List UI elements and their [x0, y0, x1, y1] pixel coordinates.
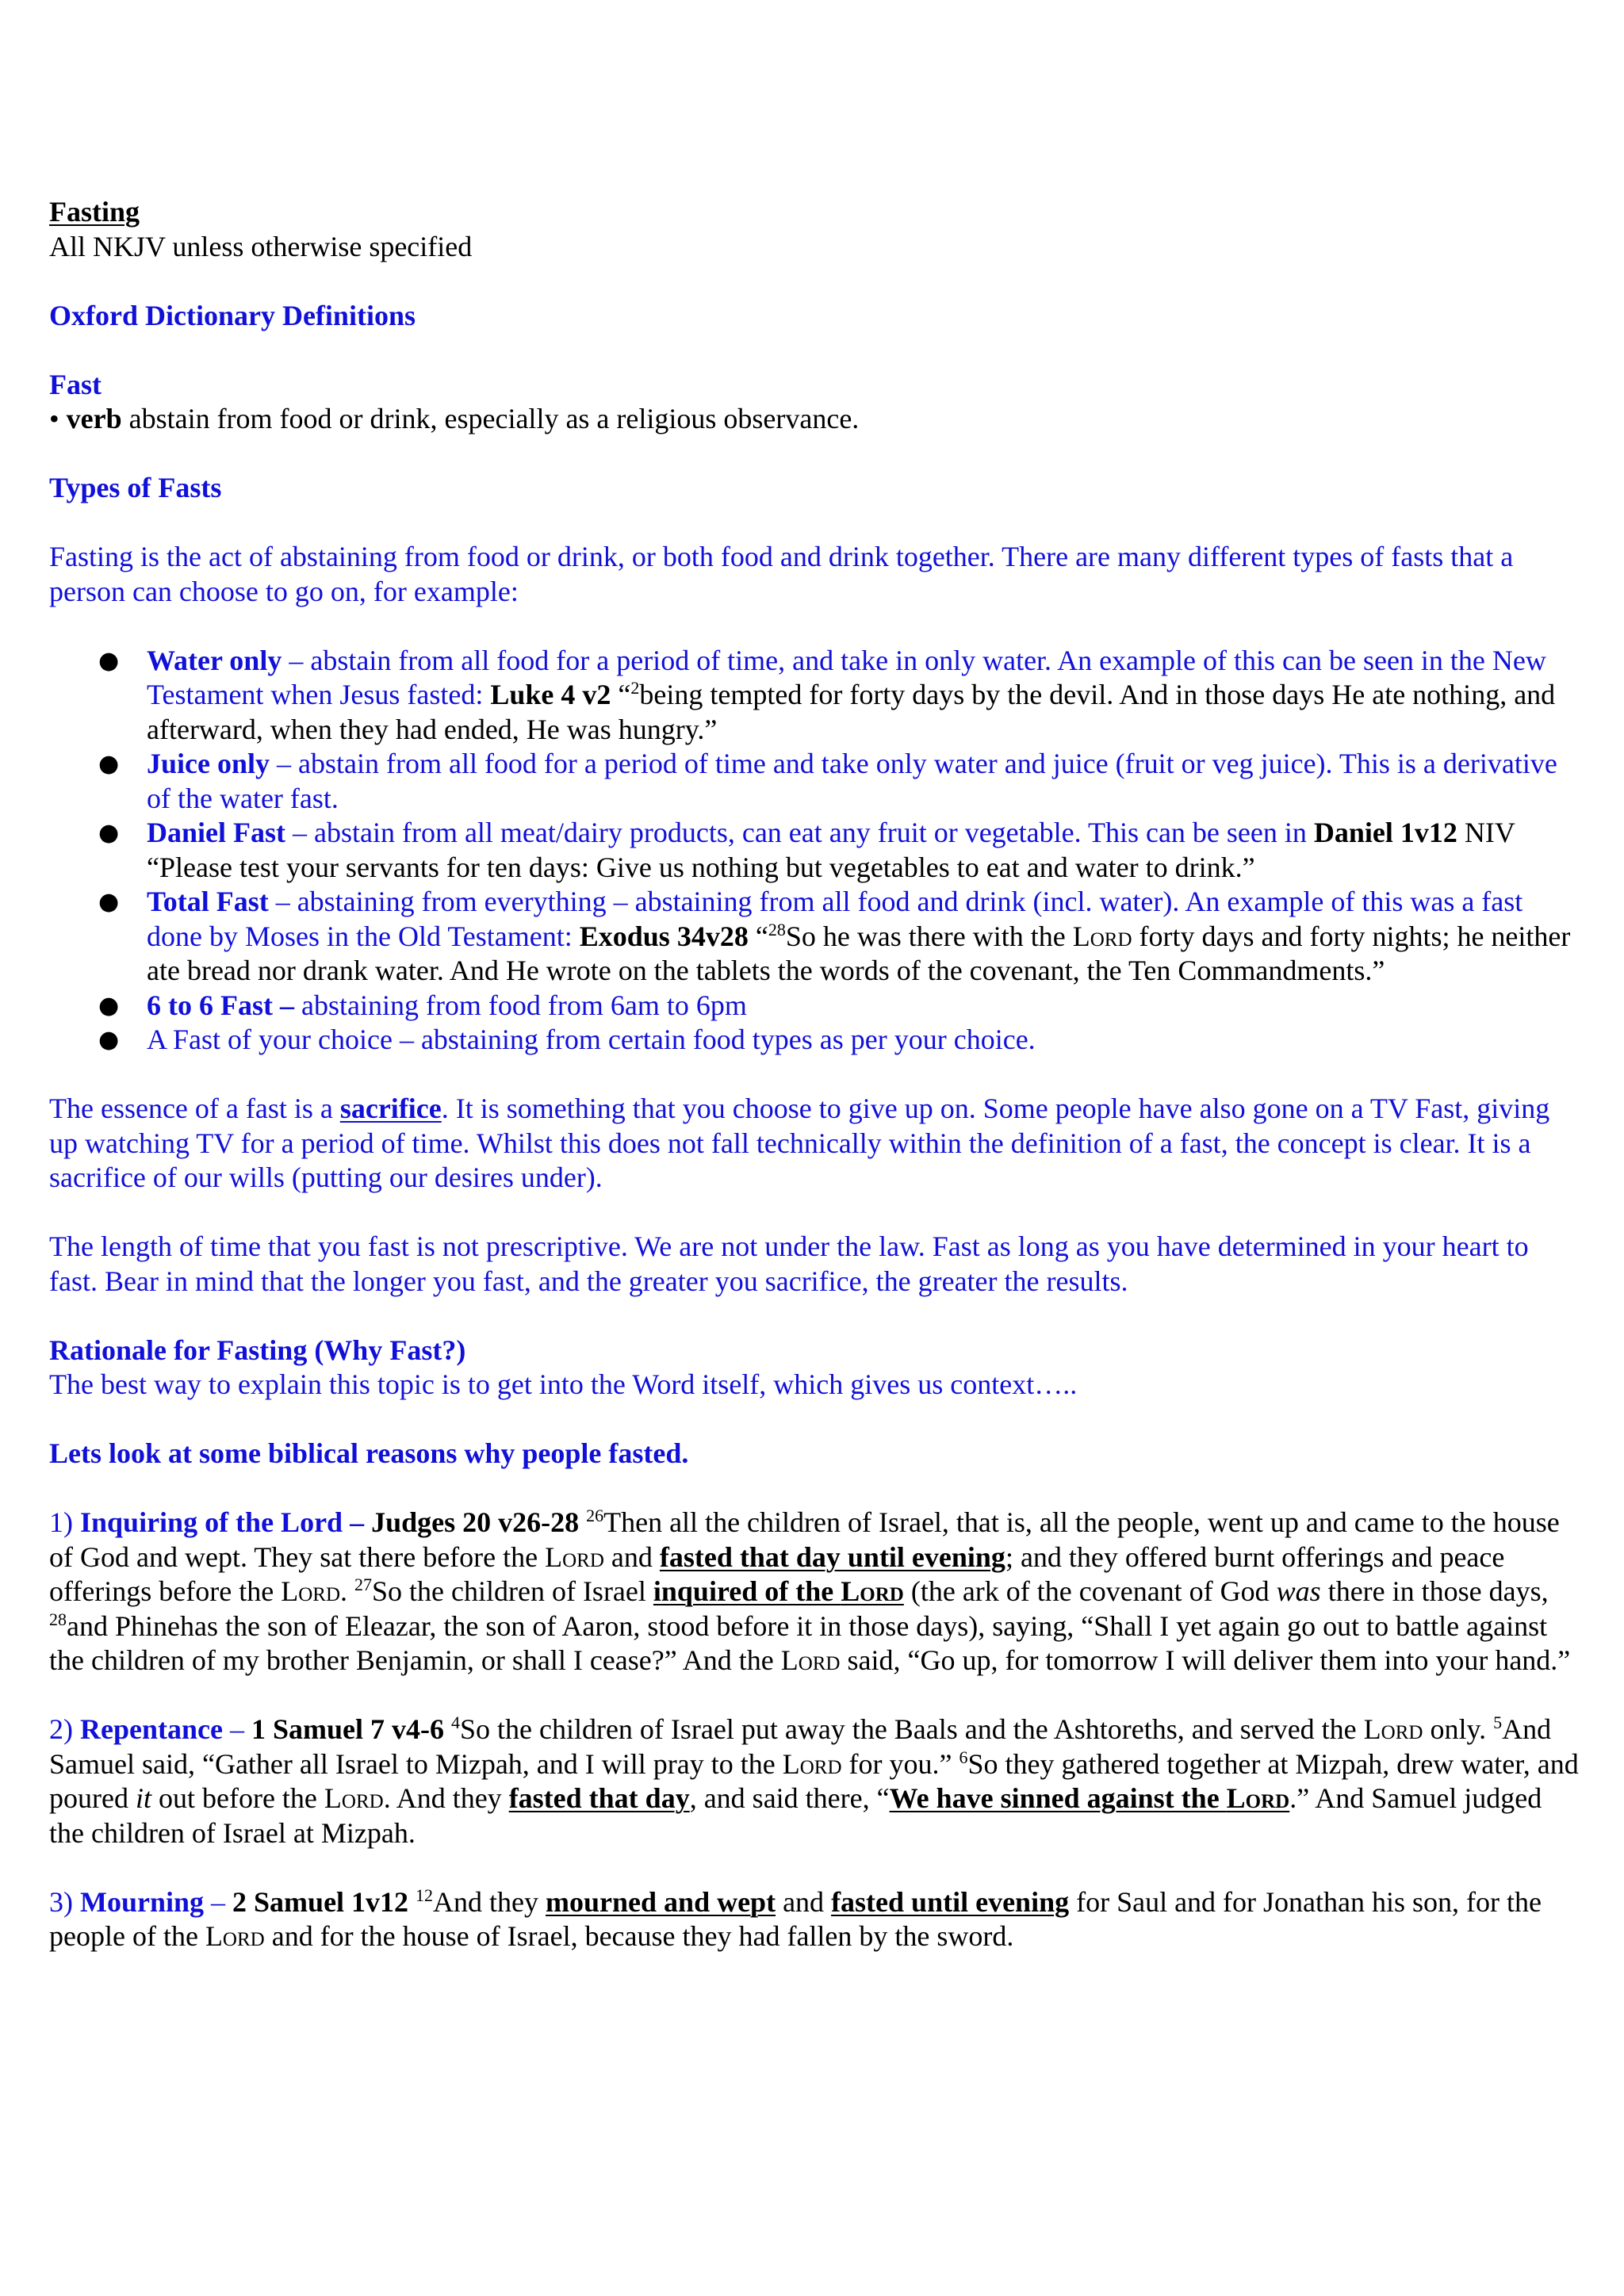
scripture-ref: 2 Samuel 1v12	[232, 1885, 409, 1918]
reason-mourning	[49, 1885, 1580, 1954]
scripture-text: .” And Samuel judged the children of Israel at Mizpah.	[49, 1782, 1542, 1849]
lord-smallcaps: Lord	[780, 1644, 841, 1676]
fast-type-desc: – abstain from all food for a period of time and take only water and juice (fruit or veg juice). This is a derivative of the water fast.	[147, 748, 1557, 814]
scripture-text: .	[340, 1575, 354, 1607]
verse-number: 5	[1493, 1712, 1503, 1732]
reason-title: Inquiring of the Lord –	[80, 1506, 365, 1538]
essence-paragraph	[49, 1092, 1580, 1196]
length-paragraph: The length of time that you fast is not prescriptive. We are not under the law. Fast as long as you have determined in your heart to fast. Bear in mind that the longer you fast, and the greater you sacrifice, the greater the results.	[49, 1230, 1529, 1297]
reasons-heading: Lets look at some biblical reasons why people fasted.	[49, 1437, 689, 1469]
list-item-juice-only	[49, 747, 1580, 816]
lord-smallcaps: Lord	[545, 1540, 604, 1573]
essence-text: . It is something that you choose to give up on. Some people have also gone on a TV Fast, giving up watching TV for a period of time. Whilst this does not fall technically within the definition of a fast, the concept is clear. It is a sacrifice of our wills (putting our desires under).	[49, 1093, 1550, 1193]
rationale-heading: Rationale for Fasting (Why Fast?)	[49, 1334, 466, 1366]
types-heading: Types of Fasts	[49, 472, 222, 503]
lord-smallcaps: Lord	[324, 1782, 384, 1814]
scripture-text: out before the	[151, 1782, 324, 1814]
scripture-text: and for the house of Israel, because they had fallen by the sword.	[264, 1920, 1014, 1952]
lord-smallcaps: Lord	[1363, 1713, 1423, 1745]
verse-number: 12	[416, 1885, 434, 1905]
bullet-icon: ●	[98, 888, 120, 916]
sacrifice-emphasis: sacrifice	[339, 1093, 442, 1124]
fast-type-name: Total Fast	[147, 886, 269, 917]
scripture-quote: being tempted for forty days by the devil. And in those days He ate nothing, and afterward, when they had ended, He was hungry.”	[147, 679, 1556, 745]
emphasis-fasted: fasted until evening	[831, 1885, 1070, 1918]
bullet-icon: ●	[98, 646, 120, 675]
scripture-text: and	[603, 1540, 660, 1573]
reason-title: Mourning	[80, 1885, 205, 1918]
definition-text: abstain from food or drink, especially as a religious observance.	[121, 403, 860, 434]
scripture-ref: Judges 20 v26-28	[364, 1506, 587, 1538]
scripture-quote: So he was there with the	[785, 920, 1073, 952]
list-item-water-only	[49, 644, 1580, 748]
scripture-text: only.	[1423, 1713, 1494, 1745]
emphasis-fasted: fasted that day	[508, 1782, 690, 1814]
bullet-icon: ●	[98, 819, 120, 847]
scripture-text: said, “Go up, for tomorrow I will deliver them into your hand.”	[840, 1644, 1571, 1676]
scripture-quote: NIV “Please test your servants for ten days: Give us nothing but vegetables to eat and water to drink.”	[147, 817, 1515, 883]
list-item-fast-of-choice	[49, 1023, 1580, 1058]
scripture-text: there in those days,	[1320, 1575, 1549, 1607]
essence-text: The essence of a fast is a	[49, 1093, 340, 1124]
reason-number: 1)	[49, 1506, 80, 1538]
fast-type-desc: – abstain from all meat/dairy products, can eat any fruit or vegetable. This can be seen in	[285, 817, 1314, 848]
scripture-ref: Luke 4 v2	[490, 679, 611, 710]
reason-dash: –	[204, 1885, 233, 1918]
scripture-text: (the ark of the covenant of God	[903, 1575, 1277, 1607]
reason-inquiring	[49, 1506, 1580, 1678]
verse-number: 2	[630, 678, 640, 698]
fast-type-name: 6 to 6 Fast –	[147, 989, 294, 1021]
verse-number: 26	[586, 1506, 604, 1525]
list-item-daniel-fast	[49, 816, 1580, 885]
fast-definition	[49, 402, 1580, 437]
space	[408, 1886, 416, 1918]
lord-smallcaps: Lord	[1226, 1782, 1290, 1814]
reason-title: Repentance	[80, 1713, 223, 1745]
scripture-text: , and said there, “	[689, 1782, 890, 1814]
list-item-total-fast	[49, 885, 1580, 989]
quote-open: “	[748, 920, 768, 952]
fast-type-name: Juice only	[147, 748, 270, 779]
subtitle: All NKJV unless otherwise specified	[49, 230, 473, 262]
fast-types-list	[49, 644, 1580, 1058]
scripture-ref: Exodus 34v28	[579, 920, 749, 952]
lord-smallcaps: Lord	[1072, 920, 1132, 952]
reason-number: 2)	[49, 1713, 80, 1745]
definition-bullet: •	[49, 403, 59, 434]
lord-smallcaps: Lord	[205, 1920, 265, 1952]
scripture-text: and	[776, 1885, 832, 1918]
scripture-text: for you.”	[841, 1747, 959, 1780]
reason-number: 3)	[49, 1885, 80, 1918]
scripture-ref: Daniel 1v12	[1313, 817, 1457, 848]
scripture-text: And Samuel said, “Gather all Israel to Mizpah, and I will pray to the	[49, 1713, 1552, 1780]
scripture-quote: forty days and forty nights; he neither ate bread nor drank water. And He wrote on the tablets the words of the covenant, the Ten Commandments.”	[147, 920, 1571, 986]
types-intro: Fasting is the act of abstaining from food or drink, or both food and drink together. There are many different types of fasts that a person can choose to go on, for example:	[49, 541, 1514, 607]
lord-smallcaps: Lord	[841, 1575, 904, 1607]
fast-heading: Fast	[49, 368, 102, 400]
reason-repentance	[49, 1712, 1580, 1850]
italic-word: it	[135, 1782, 151, 1814]
scripture-text: . And they	[383, 1782, 509, 1814]
scripture-text: So the children of Israel put away the Baals and the Ashtoreths, and served the	[459, 1713, 1364, 1745]
lord-smallcaps: Lord	[281, 1575, 340, 1607]
verse-number: 4	[450, 1712, 460, 1732]
list-item-6-to-6-fast	[49, 989, 1580, 1024]
page-title	[49, 195, 1580, 230]
bullet-icon: ●	[98, 750, 120, 778]
emphasis-inquired: inquired of the	[653, 1575, 841, 1607]
fast-type-name: Daniel Fast	[147, 817, 285, 848]
part-of-speech: verb	[66, 403, 122, 434]
quote-open: “	[611, 679, 631, 710]
fast-type-desc: – abstain from all food for a period of time, and take in only water. An example of this can be seen in the New Testament when Jesus fasted:	[147, 644, 1546, 710]
scripture-text: for Saul and for Jonathan his son, for the people of the	[49, 1885, 1542, 1952]
scripture-text: ; and they offered burnt offerings and peace offerings before the	[49, 1540, 1505, 1607]
verse-number: 28	[49, 1609, 67, 1629]
space	[444, 1713, 451, 1745]
fast-type-desc: A Fast of your choice – abstaining from certain food types as per your choice.	[147, 1024, 1036, 1055]
title-text: Fasting	[49, 196, 140, 228]
emphasis-mourned: mourned and wept	[546, 1885, 776, 1918]
fast-type-desc: abstaining from food from 6am to 6pm	[293, 989, 747, 1021]
verse-number: 6	[959, 1747, 968, 1767]
scripture-text: And they	[433, 1885, 546, 1918]
rationale-text: The best way to explain this topic is to get into the Word itself, which gives us context…..	[49, 1368, 1078, 1400]
document-body	[49, 195, 1580, 1954]
lord-smallcaps: Lord	[782, 1747, 842, 1780]
fast-type-desc: – abstaining from everything – abstaining from all food and drink (incl. water). An example of this was a fast done by Moses in the Old Testament:	[147, 886, 1523, 952]
fast-type-name: Water only	[147, 644, 282, 676]
verse-number: 27	[354, 1575, 372, 1594]
bullet-icon: ●	[98, 991, 120, 1020]
scripture-text: So they gathered together at Mizpah, drew water, and poured	[49, 1747, 1579, 1814]
scripture-text: Then all the children of Israel, that is, all the people, went up and came to the house of God and wept. They sat there before the	[49, 1506, 1560, 1573]
scripture-text: So the children of Israel	[372, 1575, 653, 1607]
emphasis-fasted: fasted that day until evening	[659, 1540, 1005, 1573]
verse-number: 28	[768, 919, 786, 939]
bullet-icon: ●	[98, 1026, 120, 1054]
emphasis-sinned: We have sinned against the	[889, 1782, 1227, 1814]
dictionary-heading: Oxford Dictionary Definitions	[49, 299, 416, 331]
reason-dash: –	[222, 1713, 251, 1745]
scripture-ref: 1 Samuel 7 v4-6	[251, 1713, 444, 1745]
italic-word: was	[1276, 1575, 1321, 1607]
scripture-text: and Phinehas the son of Eleazar, the son of Aaron, stood before it in those days), saying, “Shall I yet again go out to battle against the children of my brother Benjamin, or shall I cease?” And the	[49, 1609, 1548, 1676]
